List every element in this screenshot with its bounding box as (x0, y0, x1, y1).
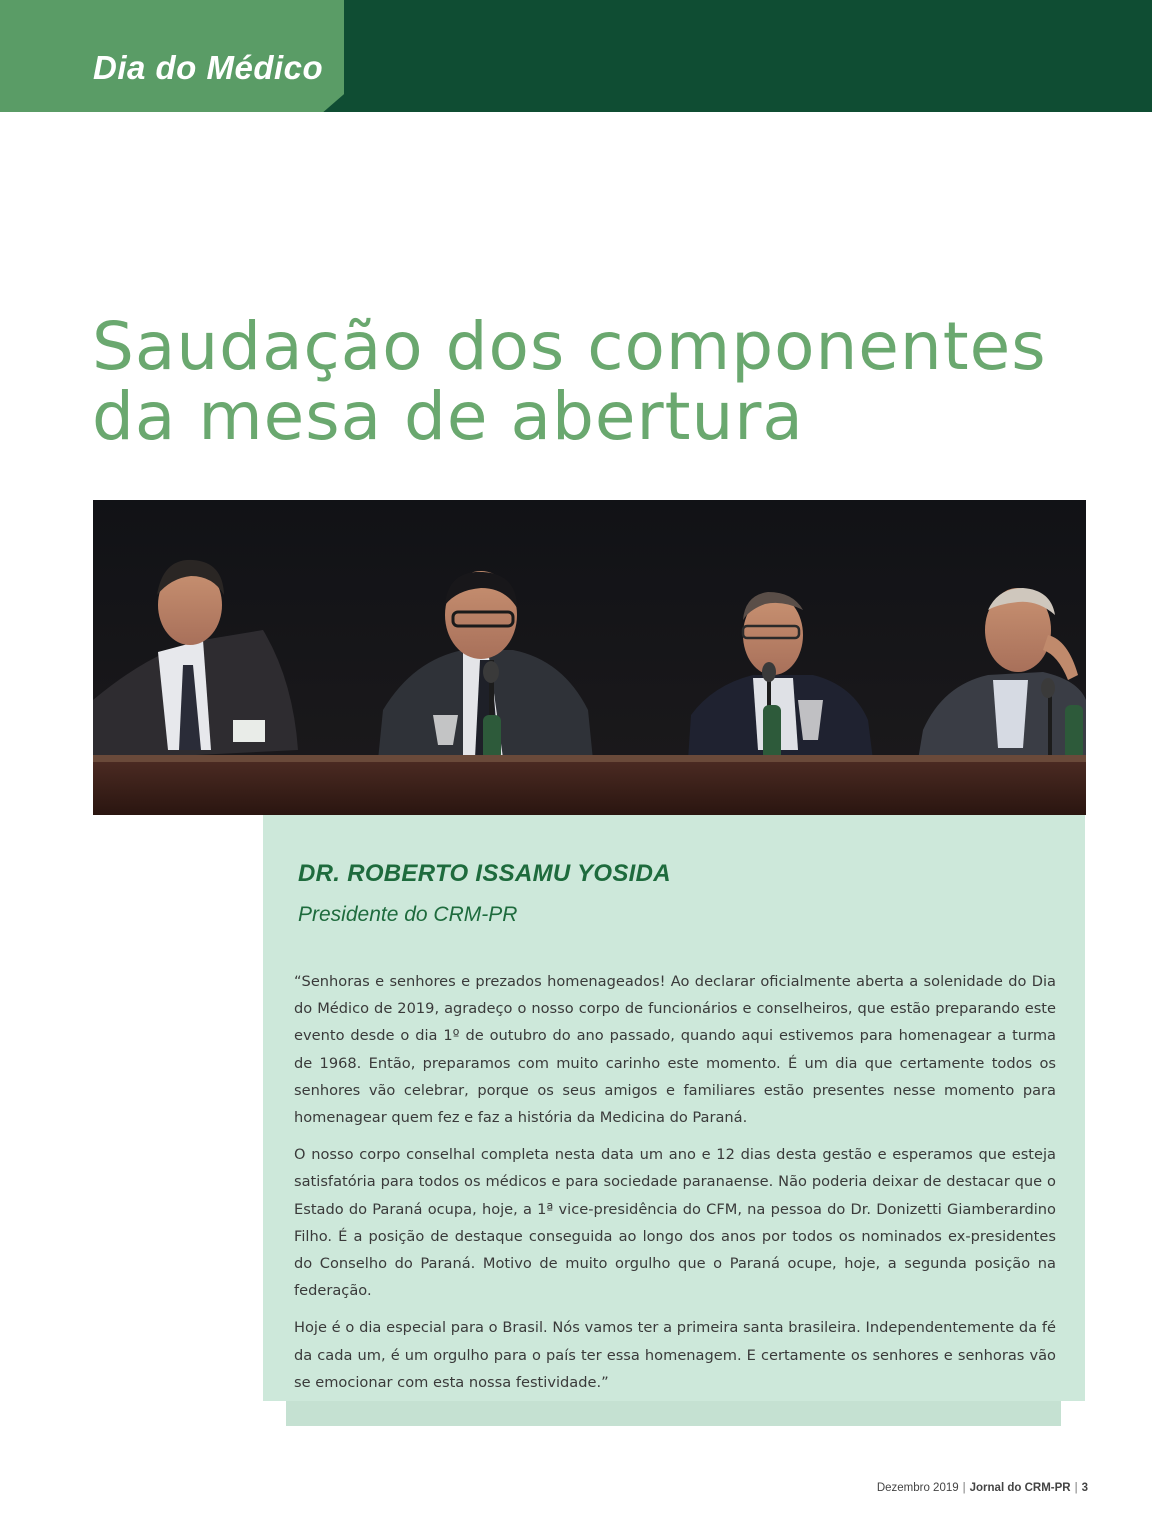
page-title (92, 308, 1072, 455)
page-title-line-2: da mesa de abertura (92, 378, 804, 455)
quote-paragraph: Hoje é o dia especial para o Brasil. Nós vamos ter a primeira santa brasileira. Independentemente da fé da cada um, é um orgulho para o país ter essa homenagem. E certamente os senhores e senhoras vão se emocionar com esta nossa festividade.” (294, 1319, 1056, 1391)
speaker-name: DR. ROBERTO ISSAMU YOSIDA (298, 860, 671, 887)
quote-paragraph: O nosso corpo conselhal completa nesta data um ano e 12 dias desta gestão e esperamos que esteja satisfatória para todos os médicos e para sociedade paranaense. Não poderia deixar de destacar que o Estado do Paraná ocupa, hoje, a 1ª vice-presidência do CFM, na pessoa do Dr. Donizetti Giamberardino Filho. É a posição de destaque conseguida ao longo dos anos por todos os nominados ex-presidentes do Conselho do Paraná. Motivo de muito orgulho que o Paraná ocupe, hoje, a segunda posição na federação. (294, 1146, 1056, 1300)
quote-box (263, 815, 1085, 1401)
section-label: Dia do Médico (93, 49, 324, 86)
footer-date: Dezembro 2019 (876, 1482, 959, 1494)
quote-body (294, 968, 1056, 1406)
page-footer: Dezembro 2019 | Jornal do CRM-PR | 3 (876, 1482, 1088, 1494)
panel-photo (93, 500, 1086, 815)
footer-journal: Jornal do CRM-PR (969, 1482, 1071, 1494)
page-title-line-1: Saudação dos componentes (92, 308, 1047, 385)
page-number: 3 (1081, 1482, 1088, 1494)
speaker-role: Presidente do CRM-PR (298, 903, 518, 926)
quote-paragraph: “Senhoras e senhores e prezados homenageados! Ao declarar oficialmente aberta a solenidade do Dia do Médico de 2019, agradeço o nosso corpo de funcionários e conselheiros, que estão preparando este evento desde o dia 1º de outubro do ano passado, quando aqui estivemos para homenagear a turma de 1968. Então, preparamos com muito carinho este momento. É um dia que certamente todos os senhores vão celebrar, porque os seus amigos e familiares estão presentes nesse momento para homenagear quem fez e faz a história da Medicina do Paraná. (294, 973, 1056, 1127)
